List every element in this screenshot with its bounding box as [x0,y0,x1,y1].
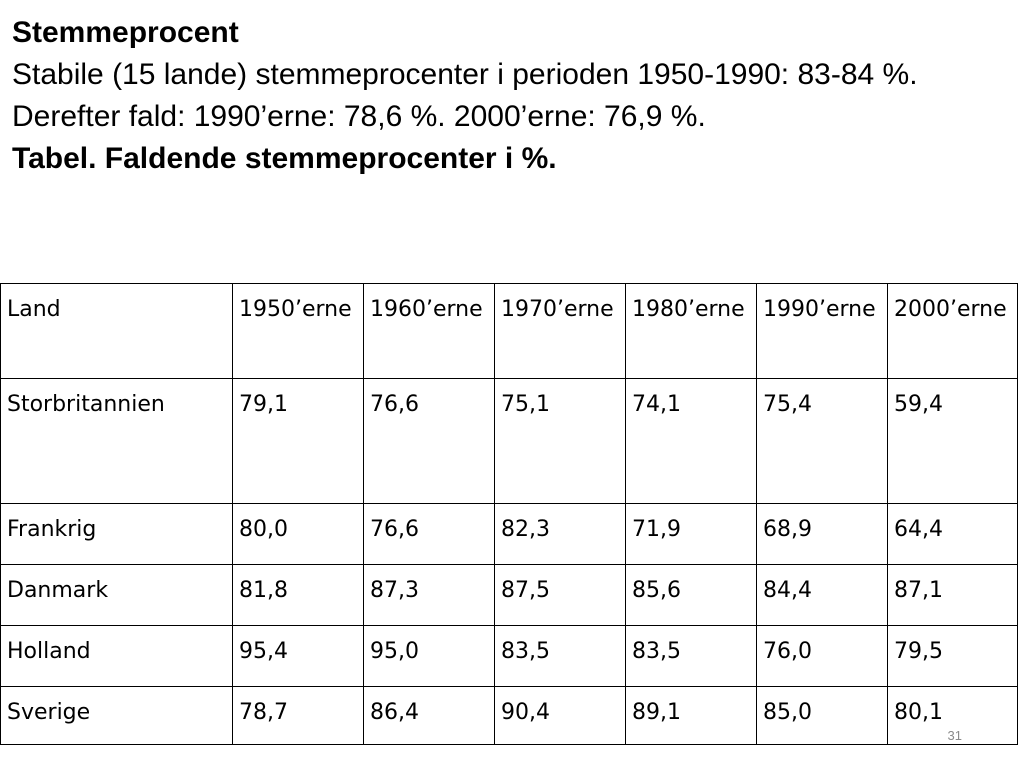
table-cell-value [364,687,495,745]
table-cell-value [626,687,757,745]
table-cell-value [364,504,495,565]
table-header-row [1,284,1018,379]
slide-title: Stemmeprocent [12,16,239,49]
table-row [1,626,1018,687]
cell-text: 68,9 [763,517,812,542]
header-label: 1960’erne [370,297,483,322]
header-cell-1980s [626,284,757,379]
table-cell-value [233,504,364,565]
slide-paragraph: Stabile (15 lande) stemmeprocenter i perioden 1950-1990: 83-84 %. Derefter fald: 1990’erne: 78,6 %. 2000’erne: 76,9 %. [12,58,918,133]
table-cell-value [626,626,757,687]
header-cell-1970s [495,284,626,379]
table-cell-value [233,565,364,626]
cell-text: 85,0 [763,700,812,725]
cell-text: 82,3 [501,517,550,542]
cell-text: 89,1 [632,700,681,725]
table-cell-value [364,565,495,626]
table-cell-value [233,626,364,687]
table-cell-value [495,504,626,565]
header-label: Land [7,297,61,322]
cell-text: 76,6 [370,392,419,417]
table-cell-land [1,626,233,687]
table-cell-value [626,565,757,626]
cell-text: 74,1 [632,392,681,417]
header-cell-land [1,284,233,379]
cell-text: 85,6 [632,578,681,603]
table-caption: Tabel. Faldende stemmeprocenter i %. [12,142,557,175]
table-cell-value [233,379,364,504]
cell-text: 71,9 [632,517,681,542]
table-cell-value [495,626,626,687]
header-cell-1950s [233,284,364,379]
cell-text: 78,7 [239,700,288,725]
table-cell-value [626,504,757,565]
cell-text: 81,8 [239,578,288,603]
cell-text: 83,5 [632,639,681,664]
table-cell-value [888,626,1018,687]
cell-text: 80,0 [239,517,288,542]
header-label: 1950’erne [239,297,352,322]
header-cell-1960s [364,284,495,379]
table-cell-value [495,687,626,745]
cell-text: 79,1 [239,392,288,417]
header-label: 1970’erne [501,297,614,322]
cell-text: 75,1 [501,392,550,417]
cell-text: 84,4 [763,578,812,603]
table-cell-value [757,504,888,565]
cell-text: 75,4 [763,392,812,417]
table-cell-land [1,565,233,626]
table-cell-value [495,565,626,626]
turnout-table-wrapper [0,283,1018,745]
cell-text: 76,6 [370,517,419,542]
cell-text: 86,4 [370,700,419,725]
cell-text: 90,4 [501,700,550,725]
header-cell-2000s [888,284,1018,379]
cell-text: Storbritannien [7,392,165,417]
table-cell-land [1,379,233,504]
table-cell-value [757,379,888,504]
cell-text: 87,3 [370,578,419,603]
table-cell-value [495,379,626,504]
cell-text: Sverige [7,700,91,725]
table-cell-value [888,504,1018,565]
slide-text-block [12,12,1012,180]
table-row [1,379,1018,504]
cell-text: Frankrig [7,517,97,542]
header-cell-1990s [757,284,888,379]
table-cell-value [626,379,757,504]
table-cell-land [1,504,233,565]
cell-text: 80,1 [894,700,943,725]
turnout-table [0,283,1018,745]
table-cell-value [888,379,1018,504]
table-cell-value [233,687,364,745]
header-label: 2000’erne [894,297,1007,322]
cell-text: 83,5 [501,639,550,664]
table-cell-value [364,626,495,687]
table-cell-value [757,626,888,687]
cell-text: 64,4 [894,517,943,542]
table-cell-value [757,565,888,626]
table-row [1,687,1018,745]
table-row [1,565,1018,626]
table-row [1,504,1018,565]
slide-number: 31 [947,728,962,743]
cell-text: 95,0 [370,639,419,664]
table-cell-value [888,565,1018,626]
cell-text: 87,5 [501,578,550,603]
cell-text: 95,4 [239,639,288,664]
cell-text: 76,0 [763,639,812,664]
header-label: 1990’erne [763,297,876,322]
cell-text: 87,1 [894,578,943,603]
cell-text: Danmark [7,578,109,603]
table-cell-value [757,687,888,745]
table-cell-land [1,687,233,745]
header-label: 1980’erne [632,297,745,322]
cell-text: 79,5 [894,639,943,664]
cell-text: 59,4 [894,392,943,417]
table-cell-value [364,379,495,504]
cell-text: Holland [7,639,91,664]
